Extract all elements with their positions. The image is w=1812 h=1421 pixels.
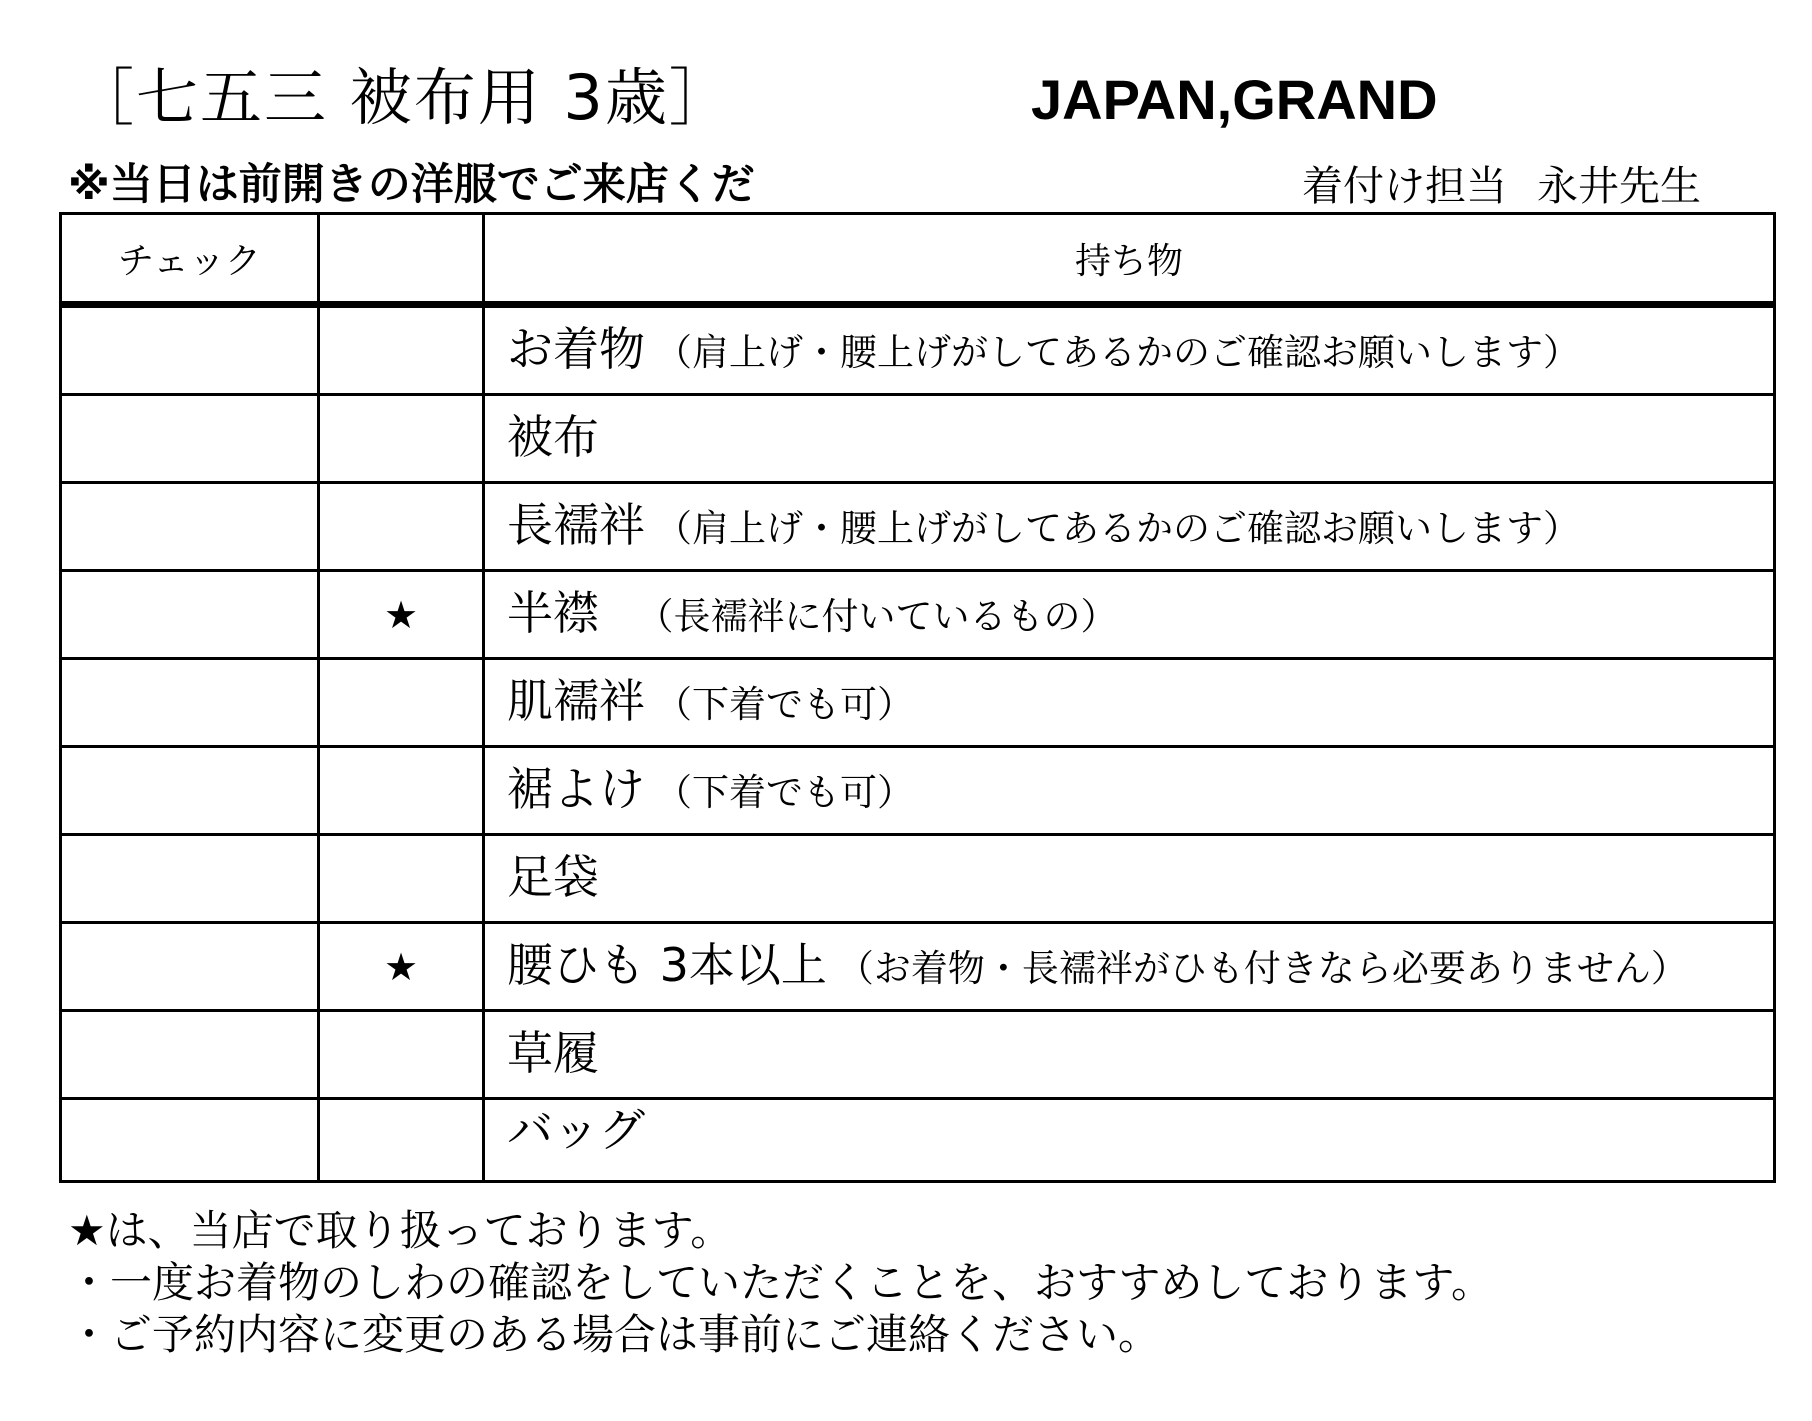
item-cell (484, 1099, 1775, 1182)
star-mark (319, 395, 484, 483)
item-note: （下着でも可） (655, 770, 914, 814)
table-row (61, 395, 1775, 483)
item-name: 腰ひも 3本以上 (507, 937, 827, 992)
footnote-wrinkle-check: ・一度お着物のしわの確認をしていただくことを、おすすめしております。 (68, 1258, 1494, 1307)
item-name: 半襟 (507, 585, 645, 640)
item-note: （お着物・長襦袢がひも付きなら必要ありません） (836, 946, 1688, 990)
table-row (61, 571, 1775, 659)
page-title: ［七五三 被布用 3歳］ (72, 61, 733, 134)
star-mark: ★ (319, 571, 484, 659)
item-name: 裾よけ (507, 761, 645, 816)
footnote-reservation-change: ・ご予約内容に変更のある場合は事前にご連絡ください。 (68, 1310, 1161, 1359)
item-note: （長襦袢に付いているもの） (655, 594, 1118, 638)
check-cell[interactable] (61, 571, 319, 659)
table-row (61, 1099, 1775, 1182)
item-cell (484, 305, 1775, 395)
table-header-row (61, 214, 1775, 305)
table-row (61, 659, 1775, 747)
item-name: 長襦袢 (507, 497, 645, 552)
staff-info (1302, 160, 1701, 212)
star-mark (319, 305, 484, 395)
item-cell (484, 483, 1775, 571)
star-mark (319, 1011, 484, 1099)
item-cell (484, 659, 1775, 747)
visit-notice: ※当日は前開きの洋服でご来店くだ (68, 160, 755, 210)
check-cell[interactable] (61, 747, 319, 835)
belongings-checklist (59, 212, 1776, 1183)
check-cell[interactable] (61, 1011, 319, 1099)
check-cell[interactable] (61, 659, 319, 747)
check-cell[interactable] (61, 1099, 319, 1182)
star-mark (319, 747, 484, 835)
item-name: 被布 (507, 409, 599, 464)
item-cell (484, 395, 1775, 483)
item-cell (484, 747, 1775, 835)
footnote-star-legend: ★は、当店で取り扱っております。 (68, 1206, 733, 1255)
item-cell (484, 835, 1775, 923)
item-note: （肩上げ・腰上げがしてあるかのご確認お願いします） (655, 506, 1580, 550)
item-name: 肌襦袢 (507, 673, 645, 728)
table-row (61, 747, 1775, 835)
star-mark (319, 1099, 484, 1182)
staff-role: 着付け担当 (1302, 162, 1507, 210)
item-cell (484, 923, 1775, 1011)
check-cell[interactable] (61, 835, 319, 923)
star-mark (319, 659, 484, 747)
check-cell[interactable] (61, 483, 319, 571)
item-name: 草履 (507, 1025, 599, 1080)
table-row (61, 835, 1775, 923)
check-cell[interactable] (61, 395, 319, 483)
check-cell[interactable] (61, 923, 319, 1011)
item-cell (484, 571, 1775, 659)
item-note: （肩上げ・腰上げがしてあるかのご確認お願いします） (655, 330, 1580, 374)
column-header-items: 持ち物 (484, 214, 1775, 305)
item-name: バッグ (507, 1103, 645, 1157)
column-header-mark (319, 214, 484, 305)
star-mark (319, 835, 484, 923)
staff-name: 永井先生 (1537, 162, 1701, 210)
footnotes (68, 1205, 1493, 1361)
item-name: 足袋 (507, 849, 599, 904)
star-mark: ★ (319, 923, 484, 1011)
table-row (61, 483, 1775, 571)
item-name: お着物 (507, 321, 645, 376)
table-row (61, 1011, 1775, 1099)
star-mark (319, 483, 484, 571)
item-cell (484, 1011, 1775, 1099)
table-row (61, 305, 1775, 395)
brand-name: JAPAN,GRAND (1031, 68, 1438, 131)
column-header-check: チェック (61, 214, 319, 305)
item-note: （下着でも可） (655, 682, 914, 726)
check-cell[interactable] (61, 305, 319, 395)
table-row (61, 923, 1775, 1011)
